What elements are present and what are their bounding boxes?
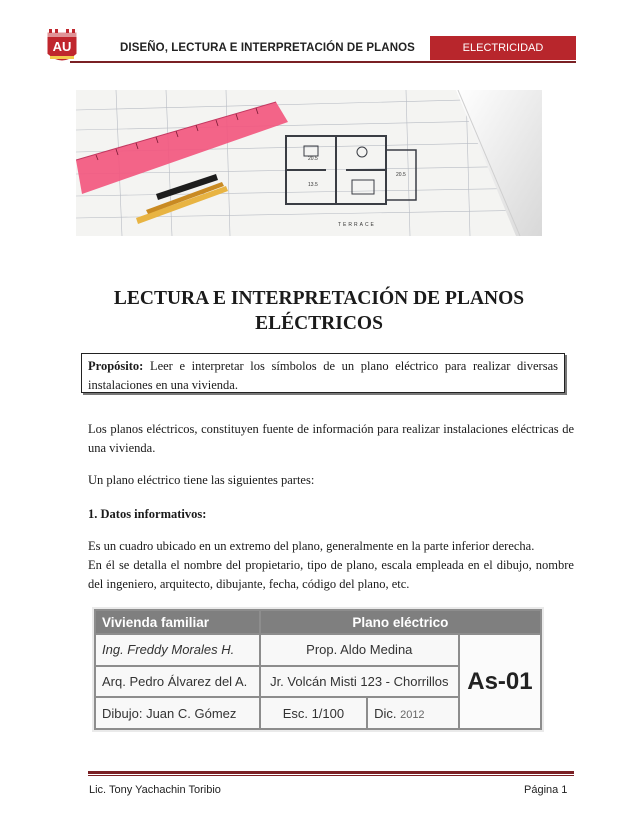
terrace-label: TERRACE [338, 222, 376, 228]
room-label-1: 13.5 [308, 182, 318, 188]
header-tag: ELECTRICIDAD [430, 36, 576, 60]
table-header-left: Vivienda familiar [95, 610, 260, 634]
table-cell-owner: Prop. Aldo Medina [260, 634, 459, 666]
paragraph-intro: Los planos eléctricos, constituyen fuente de información para realizar instalaciones eléctricas de una vivienda. [88, 422, 574, 455]
purpose-box [81, 353, 565, 393]
table-cell-architect: Arq. Pedro Álvarez del A. [95, 666, 260, 698]
page-title-line2: ELÉCTRICOS [255, 313, 383, 334]
purpose-text: Leer e interpretar los símbolos de un plano eléctrico para realizar diversas instalaciones en una vivienda. [88, 359, 558, 392]
table-cell-drawer: Dibujo: Juan C. Gómez [95, 697, 260, 729]
paragraph-datos-line1: Es un cuadro ubicado en un extremo del plano, generalmente en la parte inferior derecha. [88, 539, 535, 553]
room-label-3: 20.5 [308, 156, 318, 162]
page-title [80, 286, 558, 336]
footer-author: Lic. Tony Yachachin Toribio [89, 784, 221, 796]
logo-text: AU [52, 39, 72, 54]
purpose-label: Propósito: [88, 359, 144, 373]
table-cell-scale: Esc. 1/100 [260, 697, 367, 729]
footer-divider [88, 771, 574, 774]
paragraph-datos-line2: En él se detalla el nombre del propietario, tipo de plano, escala empleada en el dibujo, nombre del ingeniero, arquitecto, dibujante, fecha, código del plano, etc. [88, 558, 574, 591]
table-header-right: Plano eléctrico [260, 610, 541, 634]
header-divider [70, 61, 576, 63]
header-photo [76, 90, 542, 236]
header-title: DISEÑO, LECTURA E INTERPRETACIÓN DE PLANOS [120, 42, 415, 54]
footer-page-number: Página 1 [524, 784, 568, 796]
table-cell-address: Jr. Volcán Misti 123 - Chorrillos [260, 666, 459, 698]
table-cell-date-label: Dic. [374, 705, 397, 721]
table-cell-engineer: Ing. Freddy Morales H. [95, 634, 260, 666]
footer-divider-thin [88, 775, 574, 776]
room-label-2: 20.5 [396, 172, 406, 178]
title-block-table [92, 607, 544, 732]
table-cell-date [367, 697, 459, 729]
table-cell-date-year: 2012 [400, 708, 425, 721]
table-cell-code: As-01 [459, 634, 541, 729]
section-heading-datos: 1. Datos informativos: [88, 507, 207, 521]
page-title-line1: LECTURA E INTERPRETACIÓN DE PLANOS [113, 288, 525, 309]
paragraph-parts: Un plano eléctrico tiene las siguientes partes: [88, 473, 315, 487]
paragraph-datos [88, 537, 574, 594]
